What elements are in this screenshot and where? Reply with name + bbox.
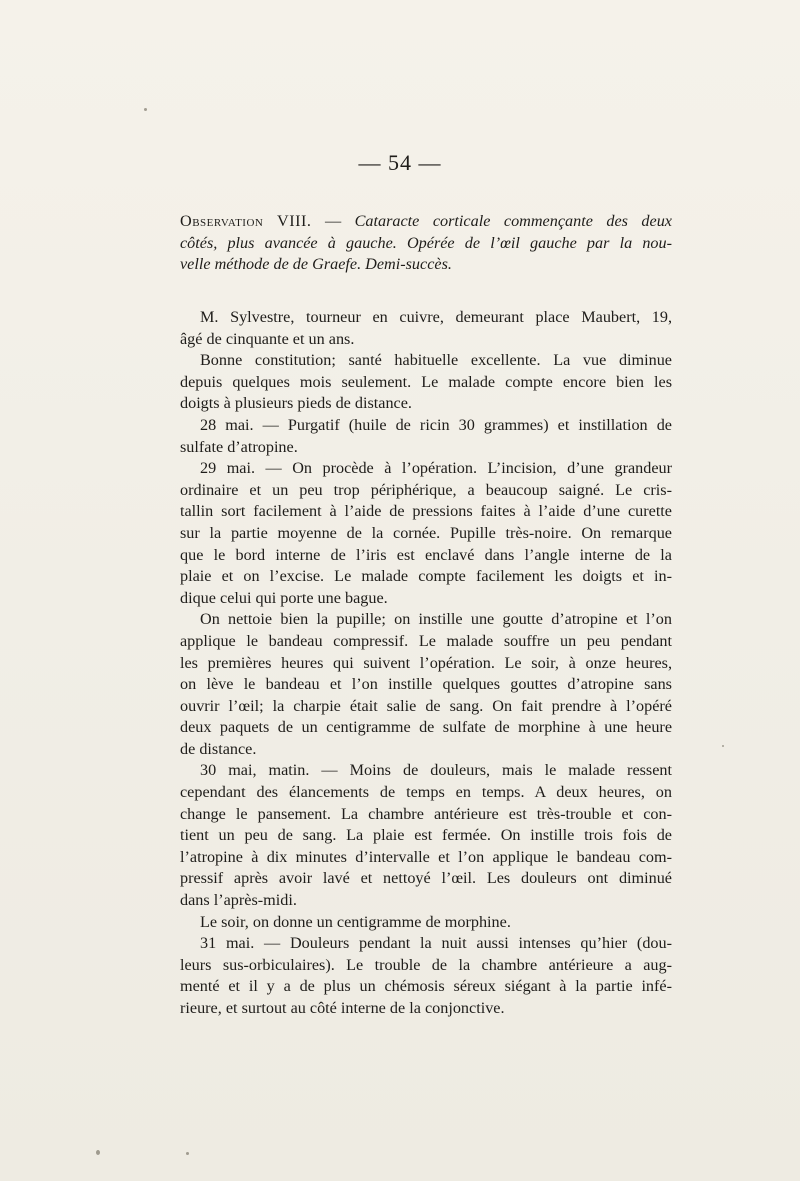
body-line: deux paquets de un centigramme de sulfate de morphine à une heure — [180, 718, 672, 737]
body-line: 29 mai. — On procède à l’opération. L’incision, d’une grandeur — [200, 459, 672, 478]
body-line: dique celui qui porte une bague. — [180, 588, 388, 607]
body-line: tient un peu de sang. La plaie est fermée. On instille trois fois de — [180, 826, 672, 845]
body-line: On nettoie bien la pupille; on instille une goutte d’atropine et l’on — [200, 610, 672, 629]
body-line: 30 mai, matin. — Moins de douleurs, mais le malade ressent — [200, 761, 672, 780]
body-line: depuis quelques mois seulement. Le malade compte encore bien les — [180, 372, 672, 391]
paper-speck — [722, 745, 724, 747]
body-line: les premières heures qui suivent l’opération. Le soir, à onze heures, — [180, 653, 672, 672]
body-line: M. Sylvestre, tourneur en cuivre, demeurant place Maubert, 19, — [200, 308, 672, 326]
observation-dash: — — [311, 212, 355, 230]
body-line: l’atropine à dix minutes d’intervalle et l’on applique le bandeau com- — [180, 847, 672, 866]
body-line: ouvrir l’œil; la charpie était salie de sang. On fait prendre à l’opéré — [180, 696, 672, 715]
body-line: menté et il y a de plus un chémosis séreux siégant à la partie infé- — [180, 977, 672, 996]
body-line: 28 mai. — Purgatif (huile de ricin 30 grammes) et instillation de — [200, 415, 672, 434]
body-line: dans l’après-midi. — [180, 891, 297, 910]
body-line: sur la partie moyenne de la cornée. Pupille très-noire. On remarque — [180, 523, 672, 542]
body-line: rieure, et surtout au côté interne de la conjonctive. — [180, 999, 505, 1017]
body-line: doigts à plusieurs pieds de distance. — [180, 394, 412, 413]
body-line: cependant des élancements de temps en temps. A deux heures, on — [180, 783, 672, 802]
body-line: que le bord interne de l’iris est enclavé dans l’angle interne de la — [180, 545, 672, 564]
body-line: leurs sus-orbiculaires). Le trouble de la chambre antérieure a aug- — [180, 955, 672, 974]
body-line: ordinaire et un peu trop périphérique, a beaucoup saigné. Le cris- — [180, 480, 672, 499]
body-line: tallin sort facilement à l’aide de pressions faites à l’aide d’une curette — [180, 502, 672, 521]
body-line: Le soir, on donne un centigramme de morphine. — [200, 912, 511, 931]
observation-heading — [180, 210, 672, 275]
body-line: de distance. — [180, 739, 257, 758]
body-line: pressif après avoir lavé et nettoyé l’œil. Les douleurs ont diminué — [180, 869, 672, 888]
observation-title-line: velle méthode de de Graefe. Demi-succès. — [180, 255, 452, 274]
paper-speck — [186, 1152, 189, 1155]
body-line: plaie et on l’excise. Le malade compte facilement les doigts et in- — [180, 567, 672, 586]
body-line: on lève le bandeau et l’on instille quelques gouttes d’atropine sans — [180, 675, 672, 694]
observation-title-line: côtés, plus avancée à gauche. Opérée de l’œil gauche par la nou- — [180, 233, 672, 252]
paper-speck — [144, 108, 147, 111]
page-number: — 54 — — [358, 150, 442, 175]
observation-title-line: Cataracte corticale commençante des deux — [354, 212, 672, 230]
body-line: 31 mai. — Douleurs pendant la nuit aussi intenses qu’hier (dou- — [200, 934, 672, 953]
body-line: Bonne constitution; santé habituelle excellente. La vue diminue — [200, 351, 672, 370]
body-line: sulfate d’atropine. — [180, 437, 298, 456]
observation-body — [180, 307, 672, 1020]
paper-speck — [96, 1150, 100, 1155]
body-line: change le pansement. La chambre antérieure est très-trouble et con- — [180, 804, 672, 823]
body-line: âgé de cinquante et un ans. — [180, 329, 355, 348]
body-line: applique le bandeau compressif. Le malade souffre un peu pendant — [180, 631, 672, 650]
observation-heading-line — [180, 210, 672, 232]
observation-label: Observation VIII. — [180, 212, 312, 230]
